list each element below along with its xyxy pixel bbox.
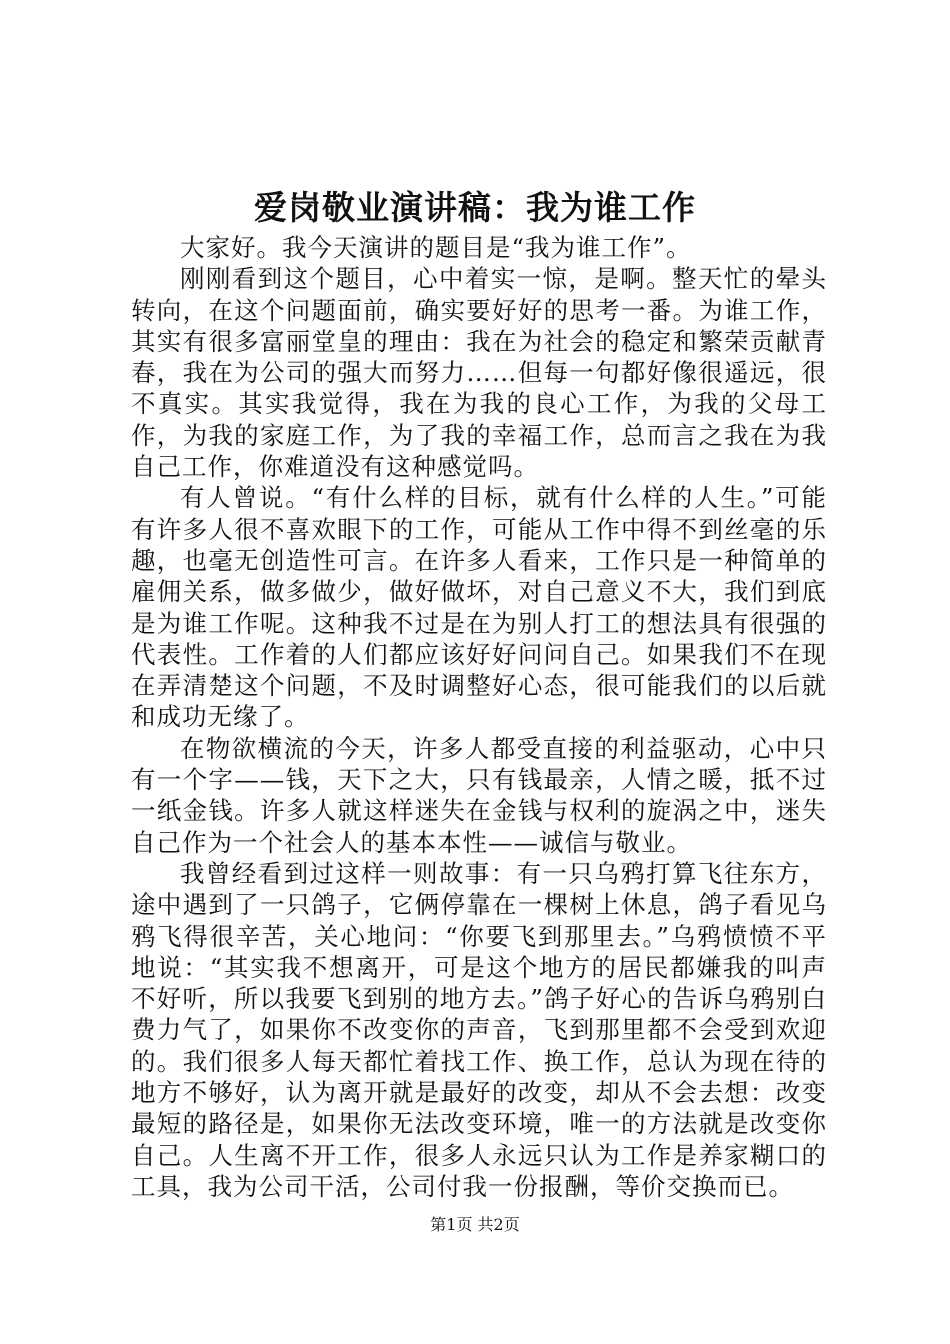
- document-body: [131, 232, 827, 1202]
- paragraph-greeting: 大家好。我今天演讲的题目是“我为谁工作”。: [180, 233, 692, 262]
- paragraph-why-work: 刚刚看到这个题目，心中着实一惊，是啊。整天忙的晕头转向，在这个问题面前，确实要好好的思考一番。为谁工作，其实有很多富丽堂皇的理由：我在为社会的稳定和繁荣贡献青春，我在为公司的强大而努力……但每一句都好像很遥远，很不真实。其实我觉得，我在为我的良心工作，为我的父母工作，为我的家庭工作，为了我的幸福工作，总而言之我在为我自己工作，你难道没有这种感觉吗。: [131, 264, 827, 482]
- paragraph-money: 在物欲横流的今天，许多人都受直接的利益驱动，心中只有一个字——钱，天下之大，只有钱最亲，人情之暖，抵不过一纸金钱。许多人就这样迷失在金钱与权利的旋涡之中，迷失自己作为一个社会人的基本本性——诚信与敬业。: [131, 733, 827, 857]
- document-title: 爱岗敬业演讲稿：我为谁工作: [254, 188, 696, 227]
- paragraph-goals: 有人曾说。“有什么样的目标，就有什么样的人生。”可能有许多人很不喜欢眼下的工作，可能从工作中得不到丝毫的乐趣，也毫无创造性可言。在许多人看来，工作只是一种简单的雇佣关系，做多做少，做好做坏，对自己意义不大，我们到底是为谁工作呢。这种我不过是在为别人打工的想法具有很强的代表性。工作着的人们都应该好好问问自己。如果我们不在现在弄清楚这个问题，不及时调整好心态，很可能我们的以后就和成功无缘了。: [131, 483, 827, 732]
- paragraph-crow-story: 我曾经看到过这样一则故事：有一只乌鸦打算飞往东方，途中遇到了一只鸽子，它俩停靠在一棵树上休息，鸽子看见乌鸦飞得很辛苦，关心地问：“你要飞到那里去。”乌鸦愤愤不平地说：“其实我不想离开，可是这个地方的居民都嫌我的叫声不好听，所以我要飞到别的地方去。”鸽子好心的告诉乌鸦别白费力气了，如果你不改变你的声音，飞到那里都不会受到欢迎的。我们很多人每天都忙着找工作、换工作，总认为现在待的地方不够好，认为离开就是最好的改变，却从不会去想：改变最短的路径是，如果你无法改变环境，唯一的方法就是改变你自己。人生离不开工作，很多人永远只认为工作是养家糊口的工具，我为公司干活，公司付我一份报酬，等价交换而已。: [131, 858, 827, 1201]
- page-number: 第1页 共2页: [430, 1215, 520, 1234]
